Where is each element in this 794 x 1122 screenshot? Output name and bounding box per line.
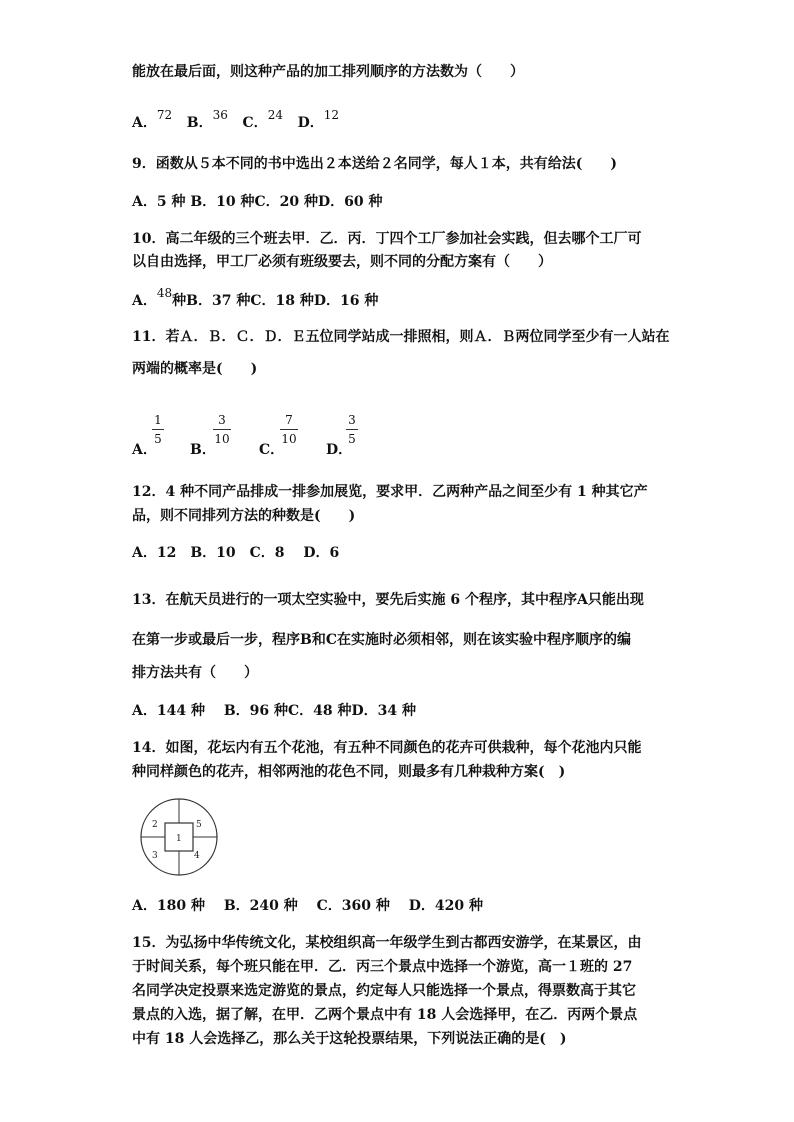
- q10-option-a-label: A．: [132, 293, 157, 309]
- q10-stem-line1: 10．高二年级的三个班去甲．乙．丙．丁四个工厂参加社会实践，但去哪个工厂可: [132, 231, 642, 247]
- q8-option-a-value: 72: [156, 108, 173, 122]
- q11-option-a-fraction: [152, 413, 164, 446]
- q11-option-d-fraction: [346, 413, 358, 446]
- q8-option-a-label: A．: [132, 115, 157, 131]
- q13-stem-line3: 排方法共有（ ）: [132, 665, 258, 681]
- q11-a-denominator: 5: [154, 432, 162, 446]
- q9-stem: 9．函数从５本不同的书中选出２本送给２名同学，每人１本，共有给法( ): [132, 156, 617, 172]
- q12-stem-line2: 品，则不同排列方法的种数是( ): [132, 508, 356, 524]
- q14-stem-line1: 14．如图，花坛内有五个花池，有五种不同颜色的花卉可供栽种，每个花池内只能: [132, 740, 642, 756]
- pool-label-4: 4: [194, 851, 200, 861]
- q11-a-numerator: 1: [154, 413, 162, 427]
- q10-options: [132, 286, 379, 310]
- q8-stem-line1: 能放在最后面，则这种产品的加工排列顺序的方法数为（ ）: [132, 64, 524, 80]
- q8-option-d-label: D．: [297, 115, 324, 131]
- q11-option-d-label: D．: [326, 442, 353, 458]
- pool-label-3: 3: [152, 851, 158, 861]
- q11-option-b-label: B．: [190, 442, 216, 458]
- q10-options-rest: 种B．37 种C．18 种D．16 种: [172, 293, 379, 309]
- q11-stem-line2: 两端的概率是( ): [132, 361, 258, 377]
- q13-stem-line2: 在第一步或最后一步，程序B和C在实施时必须相邻，则在该实验中程序顺序的编: [132, 632, 631, 648]
- q11-option-c-fraction: [280, 413, 298, 446]
- q15-stem-line3: 名同学决定投票来选定游览的景点，约定每人只能选择一个景点，得票数高于其它: [132, 983, 636, 999]
- pool-label-2: 2: [152, 820, 158, 830]
- q8-options: [132, 108, 340, 132]
- q8-option-b-label: B．: [186, 115, 213, 131]
- q11-option-a-label: A．: [132, 442, 157, 458]
- q11-stem-line1: 11．若Ａ．Ｂ．Ｃ．Ｄ．Ｅ五位同学站成一排照相，则Ａ．Ｂ两位同学至少有一人站在: [132, 329, 670, 345]
- q10-stem-line2: 以自由选择，甲工厂必须有班级要去，则不同的分配方案有（ ）: [132, 254, 552, 270]
- q9-options: A．5 种 B．10 种C．20 种D．60 种: [132, 194, 383, 210]
- q11-c-numerator: 7: [285, 413, 293, 427]
- q12-stem-line1: 12．4 种不同产品排成一排参加展览，要求甲．乙两种产品之间至少有 1 种其它产: [132, 484, 648, 500]
- pool-label-1: 1: [176, 834, 182, 844]
- q10-option-a-value: 48: [156, 286, 173, 300]
- q11-c-denominator: 10: [281, 432, 297, 446]
- q13-stem-line1: 13．在航天员进行的一项太空实验中，要先后实施 6 个程序，其中程序A只能出现: [132, 592, 644, 608]
- q15-stem-line4: 景点的入选，据了解，在甲．乙两个景点中有 18 人会选择甲，在乙．丙两个景点: [132, 1007, 638, 1023]
- q14-stem-line2: 种同样颜色的花卉，相邻两池的花色不同，则最多有几种栽种方案( ): [132, 764, 566, 780]
- q15-stem-line1: 15．为弘扬中华传统文化，某校组织高一年级学生到古都西安游学，在某景区，由: [132, 935, 642, 951]
- q11-option-b-fraction: [213, 413, 231, 446]
- q11-b-denominator: 10: [214, 432, 230, 446]
- q12-options: A．12 B．10 C．8 D．6: [132, 545, 340, 561]
- q11-d-denominator: 5: [348, 432, 356, 446]
- q8-option-b-value: 36: [212, 108, 228, 122]
- q15-stem-line5: 中有 18 人会选择乙，那么关于这轮投票结果，下列说法正确的是( ): [132, 1031, 567, 1047]
- q8-option-c-value: 24: [267, 108, 283, 122]
- q15-stem-line2: 于时间关系，每个班只能在甲．乙．丙三个景点中选择一个游览，高一１班的 27: [132, 959, 633, 975]
- q11-b-numerator: 3: [218, 413, 226, 427]
- q14-options: A．180 种 B．240 种 C．360 种 D．420 种: [132, 898, 483, 914]
- pool-label-5: 5: [196, 820, 202, 830]
- q11-option-c-label: C．: [259, 442, 285, 458]
- q8-option-c-label: C．: [242, 115, 268, 131]
- q11-d-numerator: 3: [348, 413, 356, 427]
- q8-option-d-value: 12: [323, 108, 340, 122]
- q13-options: A．144 种 B．96 种C．48 种D．34 种: [132, 703, 417, 719]
- flower-bed-figure: [138, 796, 220, 878]
